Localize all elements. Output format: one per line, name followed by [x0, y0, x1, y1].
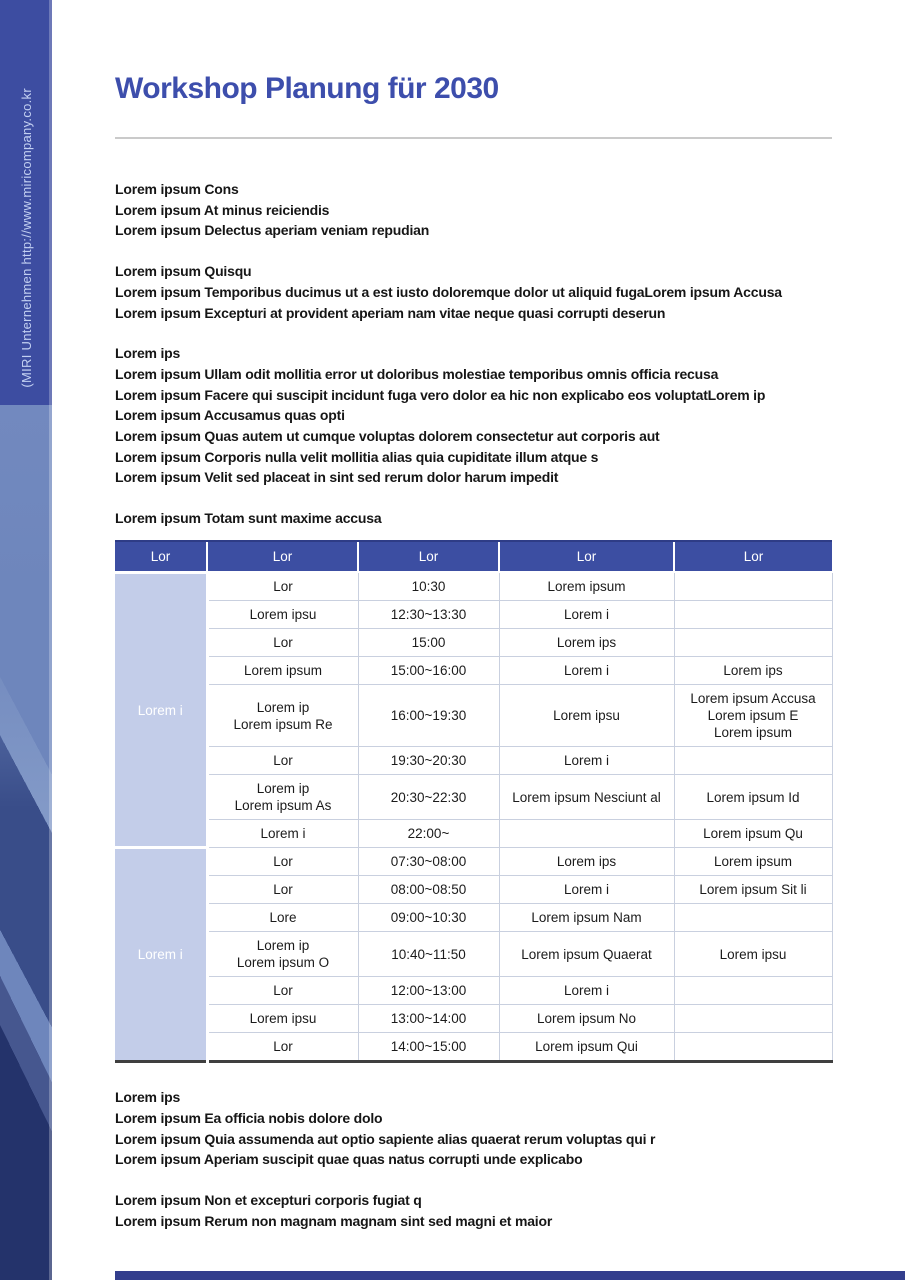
table-cell [358, 1005, 499, 1033]
cell-line: 12:30~13:30 [390, 607, 467, 623]
table-header-row [115, 541, 832, 573]
page-title: Workshop Planung für 2030 [115, 72, 499, 105]
intro-block-2 [115, 343, 832, 488]
table-cell [358, 904, 499, 932]
table-cell [358, 820, 499, 848]
table-row [115, 747, 832, 775]
cell-line: Lore [269, 910, 297, 926]
table-cell [358, 1033, 499, 1062]
cell-line: Lorem ipsu [553, 708, 620, 724]
text-line: Lorem ipsum Facere qui suscipit incidunt fuga vero dolor ea hic non explicabo eos voluptatLorem ip [115, 386, 766, 403]
table-cell [674, 601, 832, 629]
table-cell [207, 1033, 358, 1062]
cell-line: Lorem ipsum E [707, 708, 799, 724]
outro-block-0 [115, 1087, 832, 1170]
text-line: Lorem ipsum Accusamus quas opti [115, 407, 345, 424]
cell-line: Lorem i [563, 663, 609, 679]
table-cell [674, 629, 832, 657]
table-cell [674, 657, 832, 685]
table-cell [207, 1005, 358, 1033]
text-line: Lorem ipsum Excepturi at provident aperiam nam vitae neque quasi corrupti deserun [115, 304, 666, 321]
cell-line: Lorem ipsum Id [706, 789, 800, 805]
text-line: Lorem ipsum Ullam odit mollitia error ut doloribus molestiae temporibus omnis officia recusa [115, 365, 719, 382]
text-line: Lorem ips [115, 1089, 181, 1106]
cell-line: Lorem ipsum Re [233, 716, 333, 732]
outro-block-1 [115, 1190, 832, 1231]
text-line: Lorem ipsum Aperiam suscipit quae quas natus corrupti unde explicabo [115, 1151, 583, 1168]
table-cell [674, 685, 832, 747]
table-cell [499, 820, 674, 848]
cell-line: Lorem ipsu [249, 1011, 317, 1027]
cell-line: Lorem ipsum Sit li [699, 882, 807, 898]
cell-line: 12:00~13:00 [390, 983, 467, 999]
table-header-cell-0: Lor [115, 541, 207, 573]
cell-line: Lorem ipsu [249, 607, 317, 623]
table-row [115, 775, 832, 820]
table-cell [207, 572, 358, 601]
table-cell [499, 685, 674, 747]
table-cell [358, 685, 499, 747]
cell-line: Lorem ip [256, 699, 310, 715]
cell-line: Lorem ipsum As [234, 798, 332, 814]
text-line: Lorem ipsum Ea officia nobis dolore dolo [115, 1110, 383, 1127]
table-group-1 [115, 848, 832, 1062]
table-cell [358, 601, 499, 629]
table-cell [207, 876, 358, 904]
table-row [115, 657, 832, 685]
text-line: Lorem ipsum At minus reiciendis [115, 201, 330, 218]
table-cell [358, 747, 499, 775]
table-cell [499, 977, 674, 1005]
cell-line: Lor [273, 635, 293, 651]
table-cell [674, 904, 832, 932]
table-cell [674, 572, 832, 601]
text-line: Lorem ipsum Non et excepturi corporis fugiat q [115, 1192, 422, 1209]
text-line: Lorem ipsum Quas autem ut cumque voluptas dolorem consectetur aut corporis aut [115, 428, 660, 445]
table-cell [207, 932, 358, 977]
table-cell [207, 848, 358, 876]
table-cell [499, 876, 674, 904]
cell-line: Lorem ipsum Qu [703, 826, 803, 842]
table-row [115, 904, 832, 932]
intro-paragraphs [115, 179, 832, 529]
cell-line: Lorem ipsum [713, 854, 793, 870]
cell-line: Lor [273, 579, 293, 595]
table-cell [674, 932, 832, 977]
text-line: Lorem ipsum Delectus aperiam veniam repudian [115, 222, 430, 239]
cell-line: Lorem ipsum Qui [535, 1039, 638, 1055]
table-cell [499, 848, 674, 876]
intro-block-1 [115, 261, 832, 323]
table-header-cell-2: Lor [358, 541, 499, 573]
table-cell [499, 629, 674, 657]
table-cell [207, 629, 358, 657]
table-cell [674, 747, 832, 775]
cell-line: Lor [273, 1039, 293, 1055]
table-cell [674, 775, 832, 820]
cell-line: Lor [273, 753, 293, 769]
cell-line: 20:30~22:30 [390, 789, 467, 805]
table-cell [358, 848, 499, 876]
table-header-cell-1: Lor [207, 541, 358, 573]
cell-line: Lorem ips [556, 635, 617, 651]
table-cell [358, 657, 499, 685]
title-divider [115, 137, 832, 139]
cell-line: 10:40~11:50 [391, 946, 466, 962]
table-cell [207, 601, 358, 629]
cell-line: Lorem i [563, 882, 609, 898]
cell-line: Lorem i [260, 826, 306, 842]
cell-line: 07:30~08:00 [390, 854, 467, 870]
table-group-0 [115, 572, 832, 848]
cell-line: Lorem ips [556, 854, 617, 870]
sidebar [0, 0, 52, 1280]
group-label-cell-1: Lorem i [115, 848, 207, 1062]
cell-line: 16:00~19:30 [390, 708, 467, 724]
cell-line: Lorem i [563, 753, 609, 769]
cell-line: Lor [273, 983, 293, 999]
intro-block-0 [115, 179, 832, 241]
table-cell [207, 747, 358, 775]
table-cell [358, 977, 499, 1005]
table-cell [674, 977, 832, 1005]
table-row [115, 572, 832, 601]
text-line: Lorem ipsum Quisqu [115, 263, 252, 280]
table-cell [358, 572, 499, 601]
table-cell [499, 657, 674, 685]
cell-line: 09:00~10:30 [390, 910, 467, 926]
cell-line: Lorem ips [723, 663, 783, 679]
table-row [115, 977, 832, 1005]
cell-line: 19:30~20:30 [390, 753, 467, 769]
cell-line: Lorem ipsum Quaerat [521, 946, 652, 962]
table-cell [207, 820, 358, 848]
table-cell [207, 775, 358, 820]
cell-line: Lorem i [563, 983, 609, 999]
table-cell [674, 1005, 832, 1033]
table-row [115, 629, 832, 657]
text-line: Lorem ipsum Corporis nulla velit mollitia alias quia cupiditate illum atque s [115, 448, 599, 465]
table-cell [358, 775, 499, 820]
table-cell [499, 1033, 674, 1062]
text-line: Lorem ipsum Cons [115, 181, 239, 197]
cell-line: Lorem ipsum O [236, 955, 330, 971]
cell-line: Lorem ipsum [243, 663, 323, 679]
table-cell [207, 685, 358, 747]
table-row [115, 685, 832, 747]
outro-paragraphs [115, 1087, 832, 1231]
table-cell [499, 904, 674, 932]
cell-line: Lorem ipsum [713, 725, 793, 741]
table-cell [207, 977, 358, 1005]
cell-line: Lorem ipsu [719, 946, 787, 962]
table-cell [358, 932, 499, 977]
table-cell [674, 820, 832, 848]
cell-line: 22:00~ [407, 826, 450, 842]
sidebar-caption-wrap [0, 0, 52, 398]
table-cell [499, 1005, 674, 1033]
table-row [115, 1005, 832, 1033]
text-line: Lorem ipsum Rerum non magnam magnam sint sed magni et maior [115, 1212, 553, 1229]
cell-line: Lorem ip [256, 781, 310, 797]
cell-line: 10:30 [411, 579, 446, 595]
table-row [115, 1033, 832, 1062]
table-cell [499, 601, 674, 629]
cell-line: 15:00 [411, 635, 446, 651]
building-photo [0, 405, 52, 1280]
cell-line: Lorem ipsum No [536, 1011, 637, 1027]
text-line: Lorem ipsum Temporibus ducimus ut a est iusto doloremque dolor ut aliquid fugaLorem ipsum Accusa [115, 283, 782, 300]
table-cell [499, 747, 674, 775]
footer-bar [115, 1271, 905, 1280]
cell-line: Lor [273, 854, 293, 870]
table-row [115, 876, 832, 904]
cell-line: Lorem ipsum Nesciunt al [512, 789, 661, 805]
table-cell [207, 657, 358, 685]
sidebar-vertical-text: (MIRI Unternehmen http://www.miricompany.co.kr [18, 88, 34, 388]
table-header-cell-4: Lor [674, 541, 832, 573]
cell-line: Lorem i [563, 607, 609, 623]
table-header-cell-3: Lor [499, 541, 674, 573]
table-cell [499, 572, 674, 601]
text-line: Lorem ipsum Quia assumenda aut optio sapiente alias quaerat rerum voluptas qui r [115, 1130, 656, 1147]
table-cell [499, 775, 674, 820]
text-line: Lorem ipsum Totam sunt maxime accusa [115, 510, 382, 527]
text-line: Lorem ipsum Velit sed placeat in sint sed rerum dolor harum impedit [115, 469, 559, 486]
cell-line: Lorem ipsum Nam [531, 910, 642, 926]
table-row [115, 601, 832, 629]
cell-line: 13:00~14:00 [390, 1011, 467, 1027]
table-cell [499, 932, 674, 977]
cell-line: Lor [273, 882, 293, 898]
schedule-table [115, 540, 833, 1064]
text-line: Lorem ips [115, 345, 181, 362]
table-row [115, 932, 832, 977]
table-cell [674, 848, 832, 876]
table-cell [358, 629, 499, 657]
table-cell [207, 904, 358, 932]
cell-line: 15:00~16:00 [390, 663, 467, 679]
table-cell [674, 1033, 832, 1062]
content-column [115, 0, 832, 1232]
sidebar-edge-highlight [49, 0, 52, 1280]
table-row [115, 820, 832, 848]
group-label-cell-0: Lorem i [115, 572, 207, 848]
cell-line: Lorem ip [256, 938, 310, 954]
cell-line: 14:00~15:00 [390, 1039, 467, 1055]
table-row [115, 848, 832, 876]
intro-block-3 [115, 508, 832, 529]
cell-line: Lorem ipsum Accusa [690, 691, 816, 707]
cell-line: 08:00~08:50 [390, 882, 467, 898]
table-cell [674, 876, 832, 904]
cell-line: Lorem ipsum [547, 579, 626, 595]
table-cell [358, 876, 499, 904]
